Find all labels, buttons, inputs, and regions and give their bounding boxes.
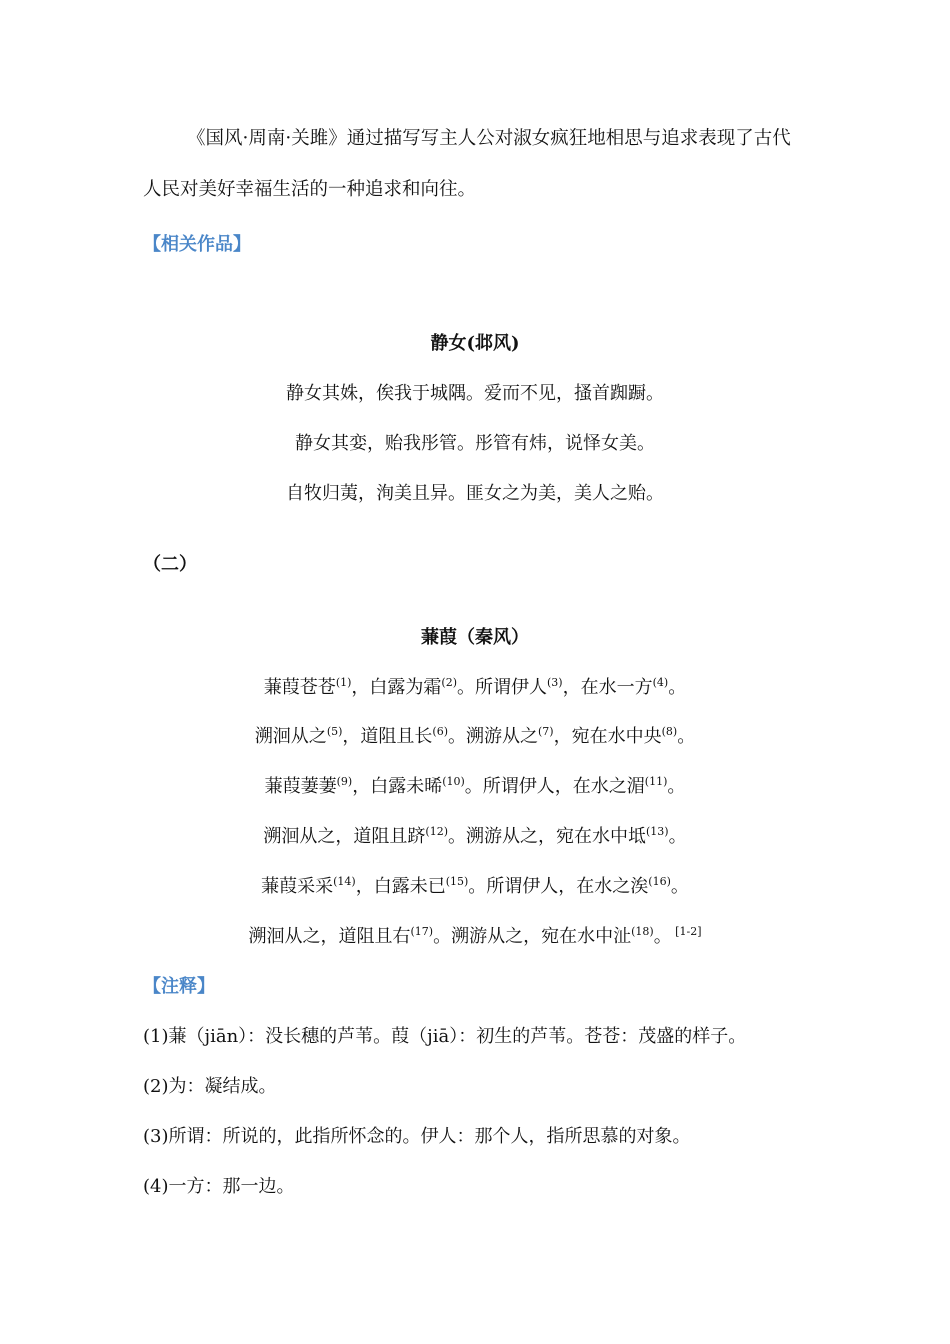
- section-two-heading: （二）: [143, 554, 197, 575]
- footnote-marker: (7): [538, 725, 554, 738]
- verse-text: 。: [653, 926, 672, 947]
- verse-text: ，白露未晞: [352, 776, 443, 797]
- verse-text: 溯洄从之: [254, 726, 327, 747]
- verse-text: 蒹葭采采: [261, 876, 334, 897]
- verse-text: 。溯游从之，宛在水中坻: [448, 826, 646, 847]
- verse-text: 。: [668, 677, 687, 698]
- note-item: (2)为：凝结成。: [143, 1076, 277, 1097]
- note-item: (3)所谓：所说的，此指所怀念的。伊人：那个人，指所思慕的对象。: [143, 1126, 691, 1147]
- footnote-marker: (1): [335, 676, 352, 689]
- footnote-marker: (5): [326, 725, 343, 738]
- footnote-marker: (11): [644, 775, 668, 788]
- footnote-marker: (10): [442, 775, 465, 788]
- poem1-line: 静女其娈，贻我彤管。彤管有炜，说怿女美。: [295, 433, 655, 454]
- verse-text: 。所谓伊人，在水之涘: [468, 876, 649, 897]
- poem2-line: [0, 722, 950, 748]
- verse-text: 溯洄从之，道阻且跻: [263, 826, 426, 847]
- poem2-title: 蒹葭（秦风）: [421, 627, 529, 648]
- verse-text: 溯洄从之，道阻且右: [248, 926, 411, 947]
- footnote-marker: (2): [441, 676, 457, 689]
- reference-marker: [1-2]: [671, 925, 702, 938]
- poem2-line: [0, 922, 950, 948]
- poem2-line: [0, 822, 950, 848]
- footnote-marker: (13): [646, 825, 669, 838]
- footnote-marker: (8): [661, 725, 678, 738]
- notes-heading: 【注释】: [143, 976, 215, 997]
- footnote-marker: (15): [445, 875, 469, 888]
- footnote-marker: (3): [547, 676, 563, 689]
- related-works-heading: 【相关作品】: [143, 234, 251, 255]
- verse-text: 蒹葭苍苍: [263, 677, 336, 698]
- footnote-marker: (6): [432, 725, 448, 738]
- poem2-line: [0, 772, 950, 798]
- verse-text: ，白露未已: [355, 876, 446, 897]
- verse-text: ，在水一方: [562, 677, 653, 698]
- footnote-marker: (4): [652, 676, 669, 689]
- verse-text: ，道阻且长: [342, 726, 433, 747]
- poem1-title: 静女(邶风): [430, 333, 520, 354]
- verse-text: 。: [667, 776, 686, 797]
- poem1-line: 自牧归荑，洵美且异。匪女之为美，美人之贻。: [286, 483, 664, 504]
- poem2-line: [0, 673, 950, 699]
- verse-text: 。溯游从之，宛在水中沚: [433, 926, 632, 947]
- footnote-marker: (9): [336, 775, 353, 788]
- footnote-marker: (17): [410, 925, 434, 938]
- note-item: (4)一方：那一边。: [143, 1176, 295, 1197]
- verse-text: 。: [677, 726, 696, 747]
- verse-text: ，白露为霜: [351, 677, 442, 698]
- verse-text: ，宛在水中央: [553, 726, 662, 747]
- footnote-marker: (16): [648, 875, 671, 888]
- verse-text: 。: [668, 826, 687, 847]
- verse-text: 。所谓伊人，在水之湄: [464, 776, 645, 797]
- verse-text: 。: [670, 876, 689, 897]
- footnote-marker: (12): [425, 825, 448, 838]
- footnote-marker: (14): [333, 875, 356, 888]
- verse-text: 蒹葭萋萋: [264, 776, 337, 797]
- poem1-line: 静女其姝，俟我于城隅。爱而不见，搔首踟蹰。: [286, 383, 664, 404]
- note-item: (1)蒹（jiān）：没长穗的芦苇。葭（jiā）：初生的芦苇。苍苍：茂盛的样子。: [143, 1026, 747, 1047]
- intro-line-1: 《国风·周南·关雎》通过描写写主人公对淑女疯狂地相思与追求表现了古代: [187, 128, 791, 149]
- intro-line-2: 人民对美好幸福生活的一种追求和向往。: [143, 179, 477, 200]
- verse-text: 。溯游从之: [448, 726, 538, 747]
- verse-text: 。所谓伊人: [457, 677, 547, 698]
- footnote-marker: (18): [631, 925, 654, 938]
- poem2-line: [0, 872, 950, 898]
